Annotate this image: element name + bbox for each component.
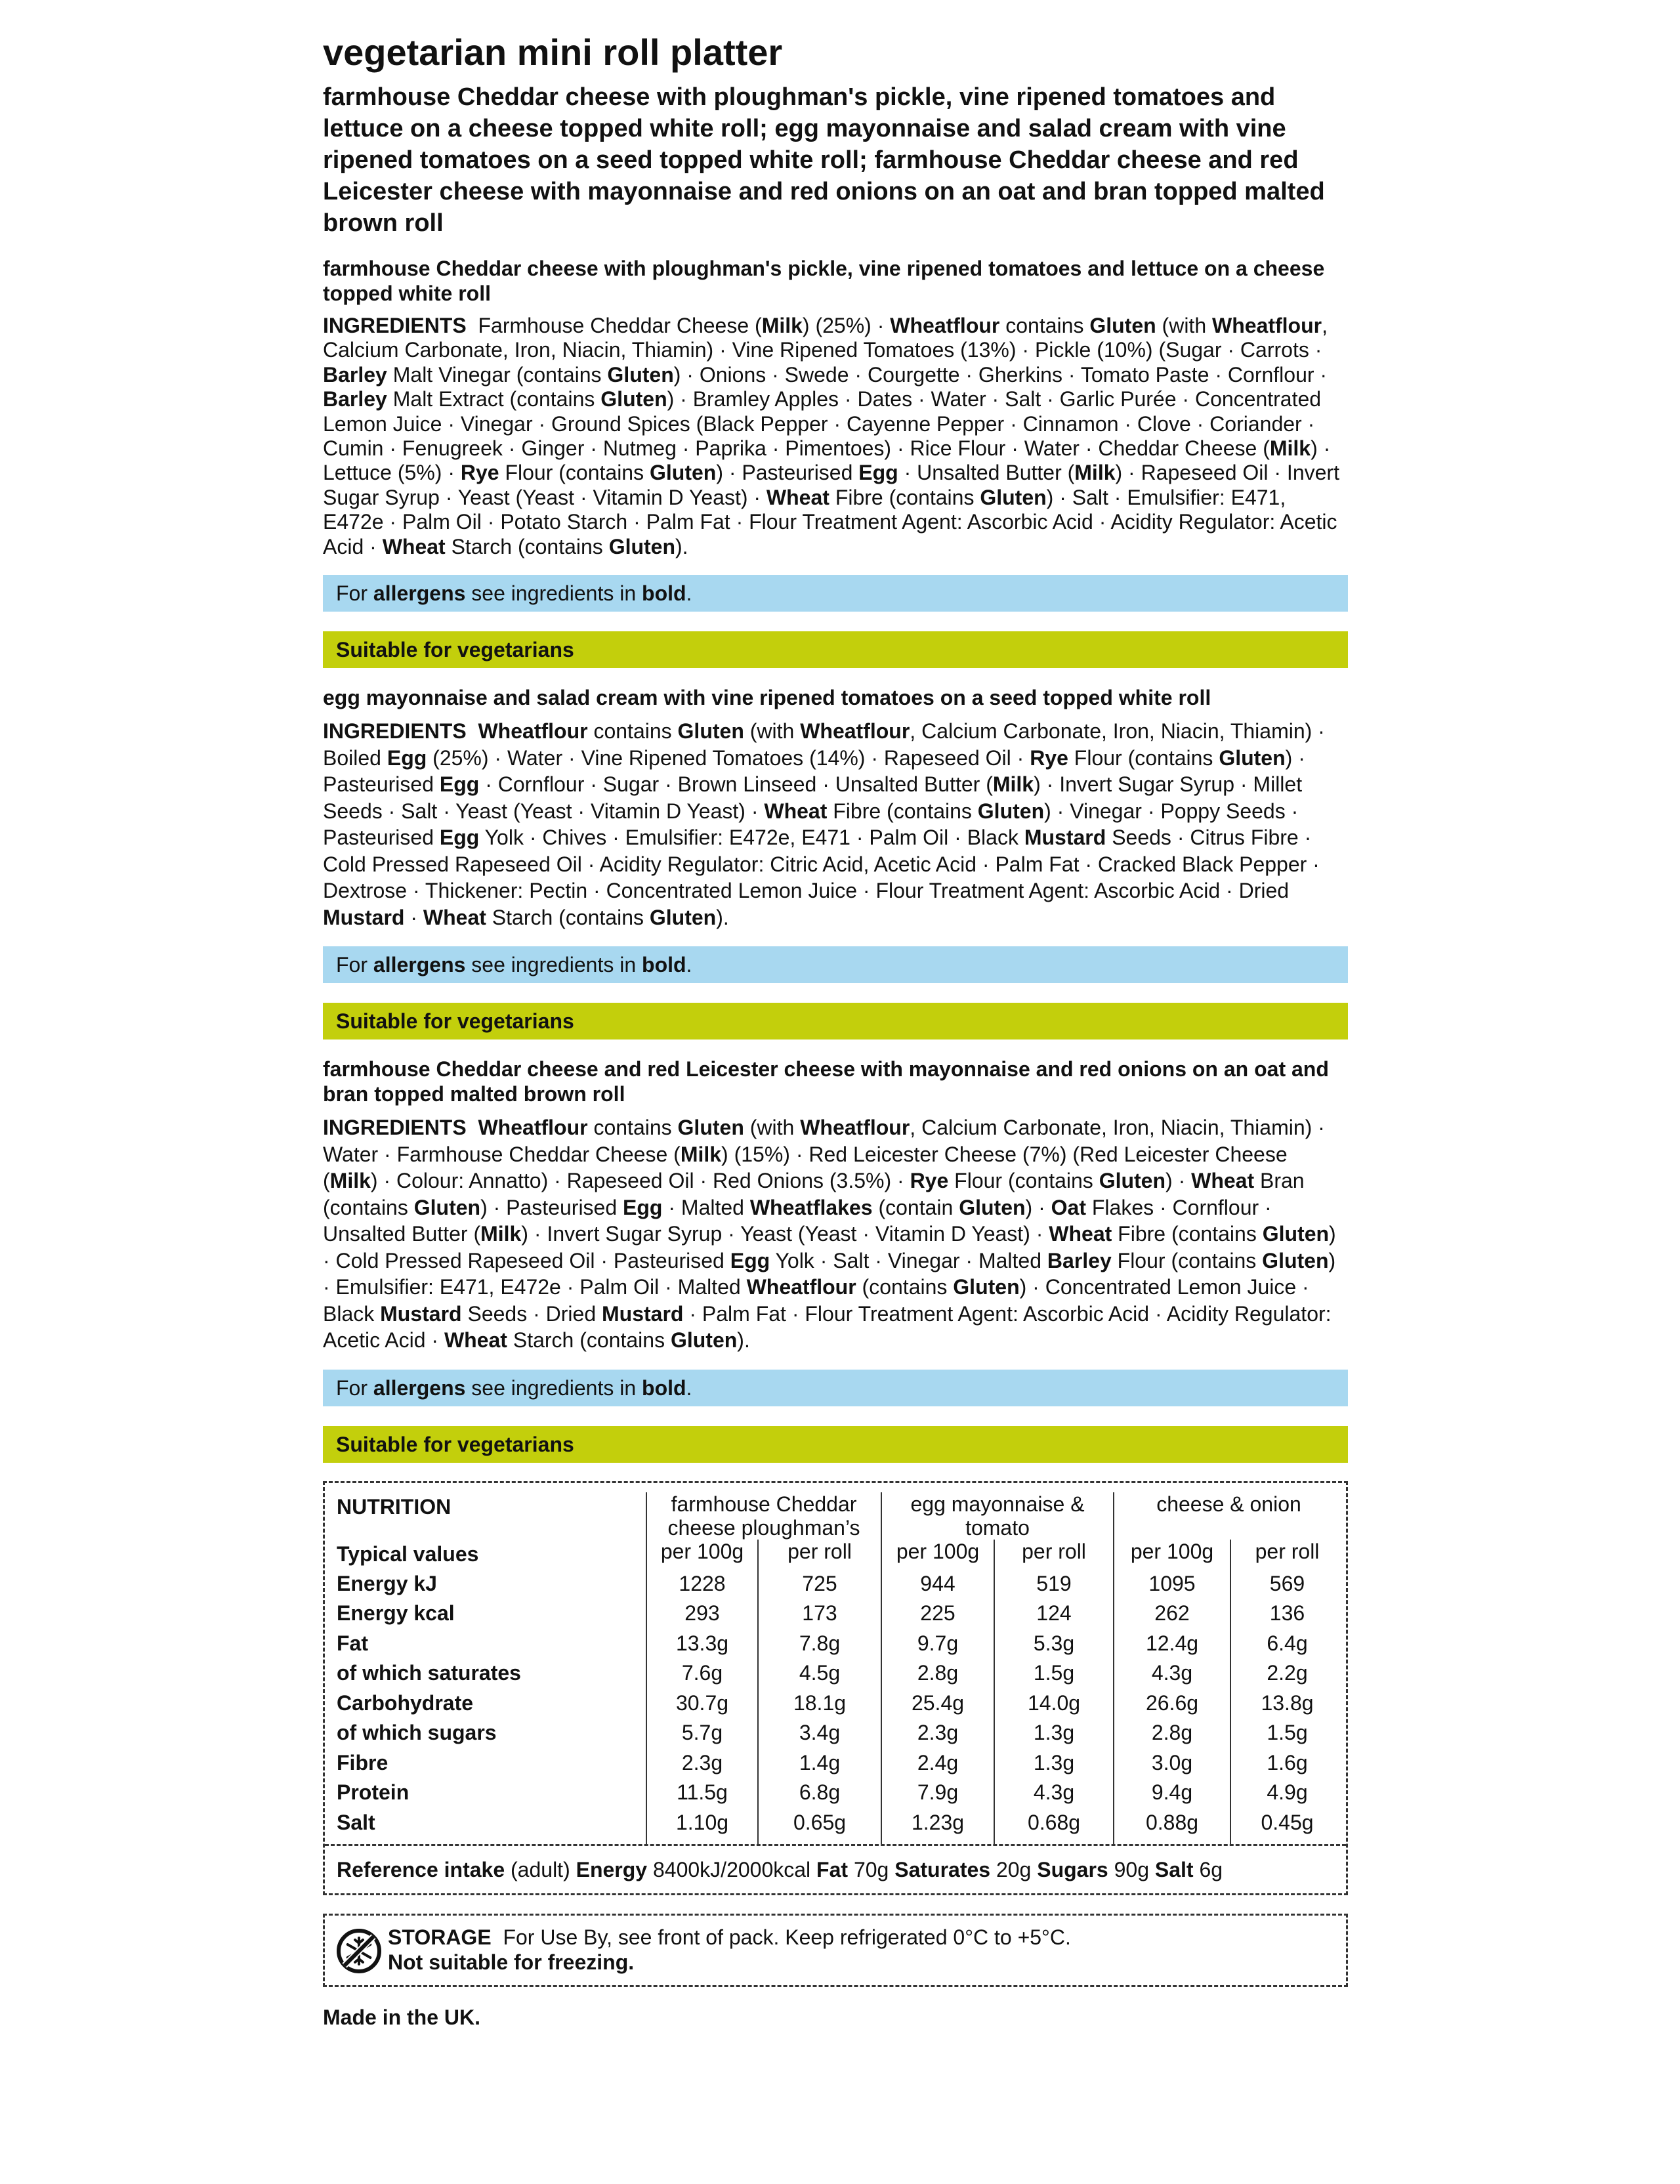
nutrient-value: 1228 (646, 1569, 758, 1599)
nutrient-value: 7.6g (646, 1658, 758, 1689)
nutrient-value: 173 (758, 1599, 881, 1629)
nutrient-value: 4.9g (1230, 1778, 1343, 1808)
nutrient-value: 2.4g (881, 1748, 994, 1778)
section-egg-mayo (323, 685, 1348, 1040)
storage-text (388, 1925, 1071, 1975)
sub-header: per roll (1230, 1540, 1343, 1569)
nutrient-label: Carbohydrate (337, 1690, 474, 1715)
nutrient-value: 262 (1114, 1599, 1230, 1629)
nutrient-label: Energy kJ (337, 1571, 437, 1595)
nutrition-row (337, 1599, 1343, 1629)
country-of-origin: Made in the UK. (323, 2006, 481, 2030)
section-title: egg mayonnaise and salad cream with vine ripened tomatoes on a seed topped white roll (323, 686, 1211, 710)
nutrient-value: 5.3g (994, 1629, 1114, 1659)
vegetarian-badge: Suitable for vegetarians (323, 1003, 1348, 1040)
vegetarian-badge: Suitable for vegetarians (323, 631, 1348, 668)
nutrient-value: 0.65g (758, 1808, 881, 1845)
ingredients-text (323, 314, 1348, 559)
nutrient-label: Fibre (337, 1750, 388, 1774)
nutrient-value: 18.1g (758, 1689, 881, 1719)
nutrient-value: 1.10g (646, 1808, 758, 1845)
nutrient-value: 0.88g (1114, 1808, 1230, 1845)
nutrient-value: 11.5g (646, 1778, 758, 1808)
storage-panel (323, 1914, 1348, 1987)
nutrition-row (337, 1569, 1343, 1599)
typical-values-label: Typical values (337, 1542, 479, 1566)
nutrient-value: 4.3g (994, 1778, 1114, 1808)
nutrient-value: 136 (1230, 1599, 1343, 1629)
nutrient-value: 1.3g (994, 1748, 1114, 1778)
nutrition-row (337, 1629, 1343, 1659)
nutrient-value: 2.3g (881, 1718, 994, 1748)
product-title: vegetarian mini roll platter (323, 32, 783, 73)
nutrition-row (337, 1718, 1343, 1748)
ingredients-label: INGREDIENTS (323, 1116, 467, 1140)
label-page (323, 26, 1348, 2030)
nutrient-value: 1.5g (1230, 1718, 1343, 1748)
nutrition-row (337, 1808, 1343, 1845)
sub-header: per 100g (646, 1540, 758, 1569)
nutrient-value: 124 (994, 1599, 1114, 1629)
nutrition-table (337, 1492, 1343, 1845)
nutrient-value: 725 (758, 1569, 881, 1599)
nutrient-value: 293 (646, 1599, 758, 1629)
nutrient-value: 569 (1230, 1569, 1343, 1599)
nutrient-value: 0.68g (994, 1808, 1114, 1845)
nutrient-value: 2.2g (1230, 1658, 1343, 1689)
nutrition-rows (337, 1569, 1343, 1845)
sub-header: per 100g (1114, 1540, 1230, 1569)
nutrient-value: 13.8g (1230, 1689, 1343, 1719)
nutrient-value: 1.4g (758, 1748, 881, 1778)
nutrient-label: Energy kcal (337, 1601, 455, 1626)
nutrition-row (337, 1689, 1343, 1719)
storage-label: STORAGE (388, 1925, 492, 1950)
allergen-notice: For allergens see ingredients in bold. (323, 946, 1348, 983)
nutrient-value: 13.3g (646, 1629, 758, 1659)
nutrient-value: 6.8g (758, 1778, 881, 1808)
nutrient-value: 12.4g (1114, 1629, 1230, 1659)
group-header: egg mayonnaise & tomato (881, 1492, 1114, 1540)
nutrient-value: 26.6g (1114, 1689, 1230, 1719)
section-cheese-onion (323, 1057, 1348, 1463)
ingredients-list: Wheatflour contains Gluten (with Wheatflour, Calcium Carbonate, Iron, Niacin, Thiamin) · Boiled Egg (25%) · Water · Vine Ripened Tomatoes (14%) · Rapeseed Oil · Rye Flour (contains Gluten) · Pasteurised Egg · Cornflour · Sugar · Brown Linseed · Unsalted Butter (Milk) · Invert Sugar Syrup · Millet Seeds · Salt · Yeast (Yeast · Vitamin D Yeast) · Wheat Fibre (contains Gluten) · Vinegar · Poppy Seeds · Pasteurised Egg Yolk · Chives · Emulsifier: E472e, E471 · Palm Oil · Black Mustard Seeds · Citrus Fibre · Cold Pressed Rapeseed Oil · Acidity Regulator: Citric Acid, Acetic Acid · Palm Fat · Cracked Black Pepper · Dextrose · Thickener: Pectin · Concentrated Lemon Juice · Flour Treatment Agent: Ascorbic Acid · Dried Mustard · Wheat Starch (contains Gluten). (323, 719, 1325, 929)
nutrient-value: 25.4g (881, 1689, 994, 1719)
no-freeze-snowflake-icon (335, 1927, 383, 1975)
ingredients-text (323, 718, 1348, 931)
nutrition-panel (323, 1481, 1348, 1896)
allergen-notice: For allergens see ingredients in bold. (323, 575, 1348, 612)
nutrient-value: 1.5g (994, 1658, 1114, 1689)
ingredients-list: Farmhouse Cheddar Cheese (Milk) (25%) · Wheatflour contains Gluten (with Wheatflour, Calcium Carbonate, Iron, Niacin, Thiamin) · Vine Ripened Tomatoes (13%) · Pickle (10%) (Sugar · Carrots · Barley Malt Vinegar (contains Gluten) · Onions · Swede · Courgette · Gherkins · Tomato Paste · Cornflour · Barley Malt Extract (contains Gluten) · Bramley Apples · Dates · Water · Salt · Garlic Purée · Concentrated Lemon Juice · Vinegar · Ground Spices (Black Pepper · Cayenne Pepper · Cinnamon · Clove · Coriander · Cumin · Fenugreek · Ginger · Nutmeg · Paprika · Pimentoes) · Rice Flour · Water · Cheddar Cheese (Milk) · Lettuce (5%) · Rye Flour (contains Gluten) · Pasteurised Egg · Unsalted Butter (Milk) · Rapeseed Oil · Invert Sugar Syrup · Yeast (Yeast · Vitamin D Yeast) · Wheat Fibre (contains Gluten) · Salt · Emulsifier: E471, E472e · Palm Oil · Potato Starch · Palm Fat · Flour Treatment Agent: Ascorbic Acid · Acidity Regulator: Acetic Acid · Wheat Starch (contains Gluten). (323, 314, 1339, 558)
sub-header: per 100g (881, 1540, 994, 1569)
nutrient-label: Fat (337, 1631, 368, 1655)
ingredients-label: INGREDIENTS (323, 719, 467, 744)
nutrient-value: 14.0g (994, 1689, 1114, 1719)
nutrient-value: 1095 (1114, 1569, 1230, 1599)
allergen-notice: For allergens see ingredients in bold. (323, 1370, 1348, 1406)
storage-instructions: For Use By, see front of pack. Keep refrigerated 0°C to +5°C. (503, 1925, 1071, 1950)
nutrition-row (337, 1658, 1343, 1689)
nutrient-label: of which saturates (337, 1661, 521, 1685)
nutrition-header-row (337, 1492, 1343, 1540)
nutrient-value: 1.6g (1230, 1748, 1343, 1778)
nutrient-value: 0.45g (1230, 1808, 1343, 1845)
freezing-warning: Not suitable for freezing. (388, 1950, 635, 1975)
nutrient-value: 9.7g (881, 1629, 994, 1659)
nutrition-row (337, 1748, 1343, 1778)
nutrient-value: 9.4g (1114, 1778, 1230, 1808)
nutrient-label: Salt (337, 1810, 375, 1834)
section-title: farmhouse Cheddar cheese with ploughman's pickle, vine ripened tomatoes and lettuce on a cheese topped white roll (323, 257, 1325, 305)
group-header: farmhouse Cheddar cheese ploughman’s (646, 1492, 881, 1540)
nutrient-label: Protein (337, 1780, 410, 1805)
nutrient-label: of which sugars (337, 1721, 497, 1745)
nutrient-value: 3.0g (1114, 1748, 1230, 1778)
nutrient-value: 7.8g (758, 1629, 881, 1659)
ingredients-list: Wheatflour contains Gluten (with Wheatflour, Calcium Carbonate, Iron, Niacin, Thiamin) · Water · Farmhouse Cheddar Cheese (Milk) (15%) · Red Leicester Cheese (7%) (Red Leicester Cheese (Milk) · Colour: Annatto) · Rapeseed Oil · Red Onions (3.5%) · Rye Flour (contains Gluten) · Wheat Bran (contains Gluten) · Pasteurised Egg · Malted Wheatflakes (contain Gluten) · Oat Flakes · Cornflour · Unsalted Butter (Milk) · Invert Sugar Syrup · Yeast (Yeast · Vitamin D Yeast) · Wheat Fibre (contains Gluten) · Cold Pressed Rapeseed Oil · Pasteurised Egg Yolk · Salt · Vinegar · Malted Barley Flour (contains Gluten) · Emulsifier: E471, E472e · Palm Oil · Malted Wheatflour (contains Gluten) · Concentrated Lemon Juice · Black Mustard Seeds · Dried Mustard · Palm Fat · Flour Treatment Agent: Ascorbic Acid · Acidity Regulator: Acetic Acid · Wheat Starch (contains Gluten). (323, 1116, 1336, 1353)
vegetarian-badge: Suitable for vegetarians (323, 1426, 1348, 1463)
nutrition-row (337, 1778, 1343, 1808)
section-ploughmans (323, 256, 1348, 668)
nutrition-label: NUTRITION (337, 1494, 452, 1519)
nutrient-value: 5.7g (646, 1718, 758, 1748)
sub-header: per roll (994, 1540, 1114, 1569)
nutrient-value: 7.9g (881, 1778, 994, 1808)
nutrient-value: 2.8g (1114, 1718, 1230, 1748)
product-subtitle: farmhouse Cheddar cheese with ploughman's pickle, vine ripened tomatoes and lettuce on a cheese topped white roll; egg mayonnaise and salad cream with vine ripened tomatoes on a seed topped white roll; farmhouse Cheddar cheese and red Leicester cheese with mayonnaise and red onions on an oat and bran topped malted brown roll (323, 83, 1325, 237)
nutrient-value: 1.23g (881, 1808, 994, 1845)
group-header: cheese & onion (1114, 1492, 1343, 1540)
section-title: farmhouse Cheddar cheese and red Leicester cheese with mayonnaise and red onions on an oat and bran topped malted brown roll (323, 1057, 1329, 1106)
ingredients-label: INGREDIENTS (323, 314, 467, 337)
nutrient-value: 519 (994, 1569, 1114, 1599)
nutrient-value: 1.3g (994, 1718, 1114, 1748)
sub-header: per roll (758, 1540, 881, 1569)
nutrient-value: 4.5g (758, 1658, 881, 1689)
nutrient-value: 4.3g (1114, 1658, 1230, 1689)
nutrient-value: 6.4g (1230, 1629, 1343, 1659)
nutrient-value: 3.4g (758, 1718, 881, 1748)
nutrient-value: 225 (881, 1599, 994, 1629)
ingredients-text (323, 1114, 1348, 1354)
nutrient-value: 30.7g (646, 1689, 758, 1719)
nutrition-subheader-row (337, 1540, 1343, 1569)
reference-intake: Reference intake (adult) Energy 8400kJ/2000kcal Fat 70g Saturates 20g Sugars 90g Salt 6g (325, 1844, 1346, 1893)
nutrient-value: 2.8g (881, 1658, 994, 1689)
nutrient-value: 2.3g (646, 1748, 758, 1778)
nutrient-value: 944 (881, 1569, 994, 1599)
